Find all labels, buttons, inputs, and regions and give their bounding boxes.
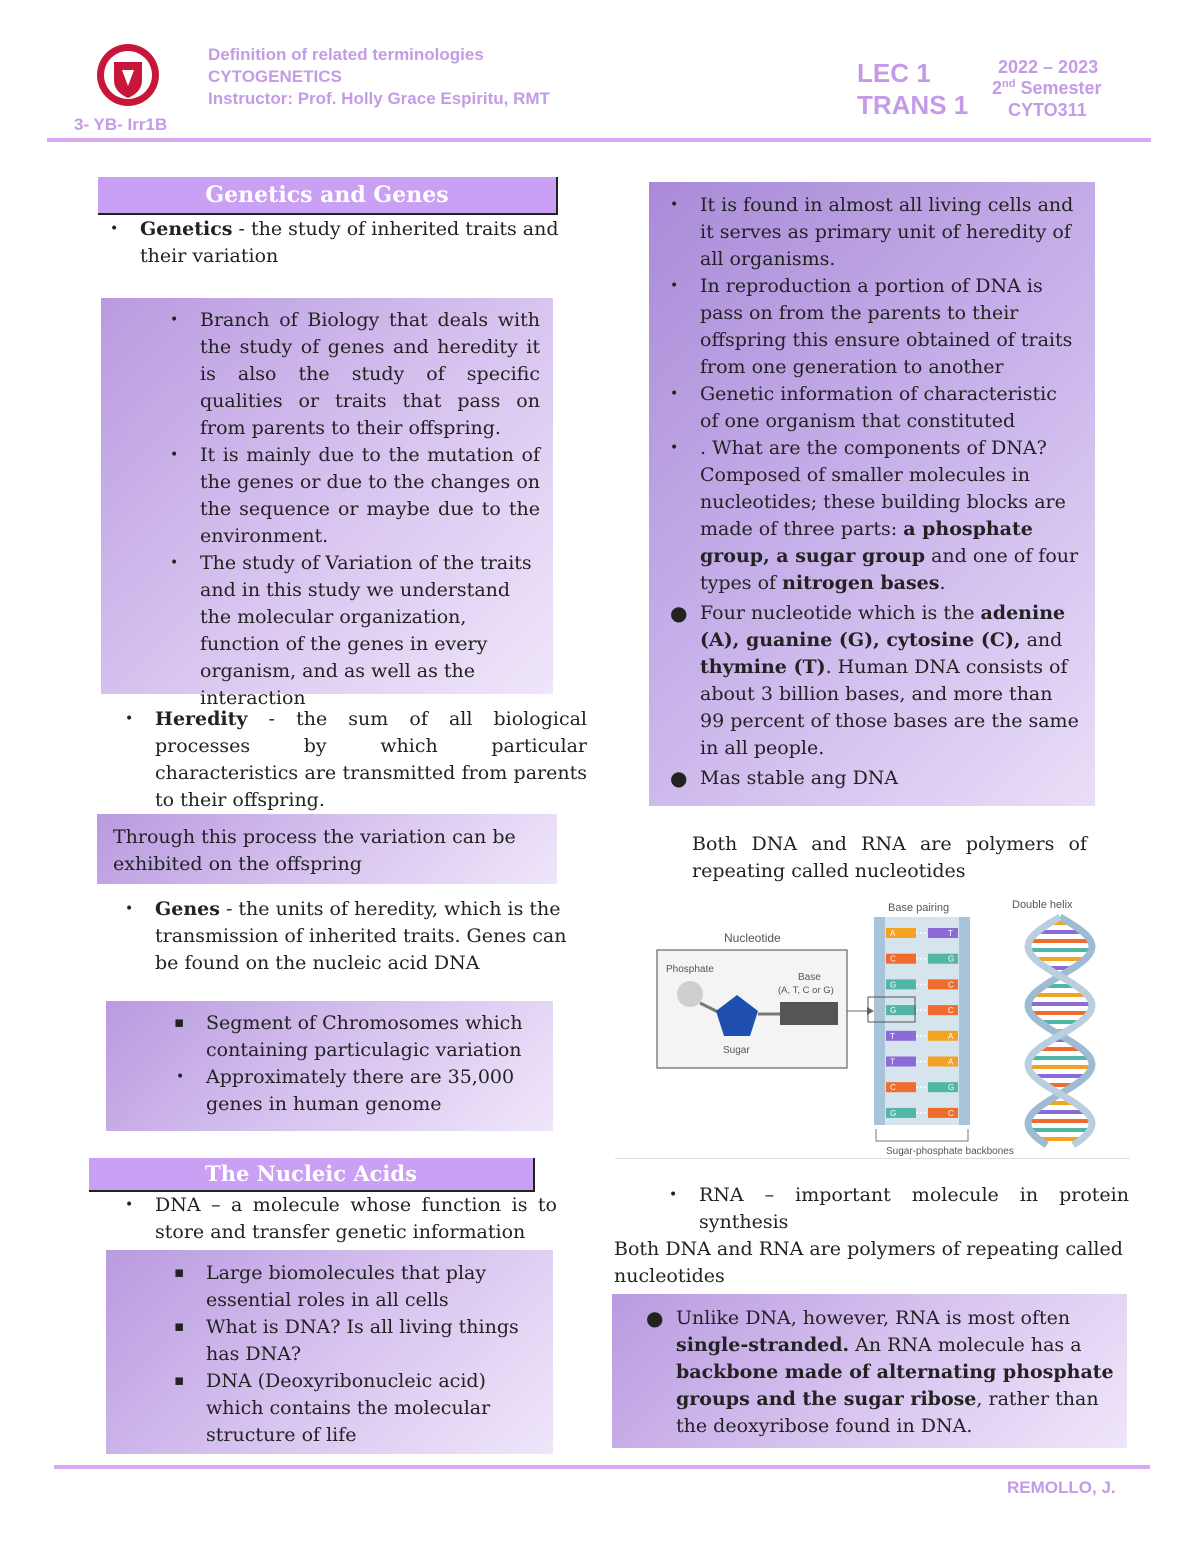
heredity-list — [125, 706, 587, 814]
base-letter: T — [890, 1057, 895, 1067]
base-letter: A — [948, 1057, 954, 1067]
instructor: Instructor: Prof. Holly Grace Espiritu, RMT — [208, 89, 550, 108]
backbone-label: Sugar-phosphate backbones — [886, 1146, 1014, 1157]
dna-box-list — [174, 1260, 526, 1449]
course-code: CYTO311 — [1008, 100, 1087, 120]
polymers-text-1: Both DNA and RNA are polymers of repeating called nucleotides — [692, 833, 1087, 882]
list-item: • RNA – important molecule in protein synthesis — [669, 1184, 1129, 1233]
base-rect — [780, 1002, 838, 1025]
section-title-genetics: Genetics and Genes — [98, 177, 558, 215]
diagram-divider — [615, 1158, 1130, 1159]
nucleotide-label: Nucleotide — [724, 931, 781, 945]
base-letter: C — [948, 1108, 954, 1118]
heredity-box-text: Through this process the variation can be exhibited on the offspring — [113, 826, 516, 875]
list-item: • It is mainly due to the mutation of the genes or due to the changes on the sequence or maybe due to the environment. — [170, 444, 540, 547]
list-item: • In reproduction a portion of DNA is pass on from the parents to their offspring this ensure obtained of traits from one generation to another — [670, 275, 1073, 378]
list-item: ▪ Segment of Chromosomes which containing particulagic variation — [174, 1012, 523, 1061]
polymers-text-2: Both DNA and RNA are polymers of repeating called nucleotides — [614, 1238, 1123, 1287]
list-item: ● Four nucleotide which is the adenine (A), guanine (G), cytosine (C), and thymine (T). Human DNA consists of about 3 billion bases, and more than 99 percent of those bases are the same in all people. — [670, 601, 1079, 759]
list-item: • . What are the components of DNA? Composed of smaller molecules in nucleotides; these building blocks are made of three parts: a phosphate group, a sugar group and one of four types of nitrogen bases. — [670, 437, 1079, 594]
base-letter: G — [948, 1083, 955, 1093]
base-letter: G — [890, 1108, 897, 1118]
rna-list — [669, 1182, 1129, 1236]
school-logo — [96, 42, 160, 110]
dna-info-list — [670, 192, 1080, 792]
base-letter: C — [948, 1006, 954, 1016]
base-letter: T — [890, 1031, 895, 1041]
footer-rule — [54, 1465, 1150, 1469]
dna-diagram — [650, 895, 1130, 1160]
base-letter: C — [890, 954, 896, 964]
list-item: • Genetics - the study of inherited traits and their variation — [110, 218, 559, 267]
base-letter: C — [890, 1083, 896, 1093]
base-right — [928, 1031, 958, 1041]
semester-label: 2nd Semester — [992, 78, 1102, 98]
dna-list — [125, 1192, 557, 1246]
base-sub-label: (A, T, C or G) — [778, 985, 834, 996]
base-right — [928, 928, 958, 938]
list-item: • Heredity - the sum of all biological processes by which particular characteristics are transmitted from parents to their offspring. — [125, 708, 587, 811]
base-letter: G — [890, 1006, 897, 1016]
rna-box-list — [646, 1305, 1116, 1440]
list-item: • Genetic information of characteristic of one organism that constituted — [670, 383, 1057, 432]
base-letter: G — [948, 954, 955, 964]
sugar-label: Sugar — [723, 1045, 750, 1056]
list-item: ▪ What is DNA? Is all living things has DNA? — [174, 1316, 519, 1365]
doc-title: Definition of related terminologies — [208, 45, 484, 64]
phosphate-circle — [677, 981, 703, 1007]
genetics-box-list — [170, 307, 540, 712]
phosphate-label: Phosphate — [666, 964, 714, 975]
list-item: ▪ DNA (Deoxyribonucleic acid) which contains the molecular structure of life — [174, 1370, 491, 1446]
base-letter: C — [948, 980, 954, 990]
base-letter: G — [890, 980, 897, 990]
list-item: • It is found in almost all living cells and it serves as primary unit of heredity of all organisms. — [670, 194, 1074, 270]
list-item: ▪ Large biomolecules that play essential roles in all cells — [174, 1262, 487, 1311]
list-item: ● Unlike DNA, however, RNA is most often single-stranded. An RNA molecule has a backbone made of alternating phosphate groups and the sugar ribose, rather than the deoxyribose found in DNA. — [646, 1306, 1114, 1437]
base-letter: A — [948, 1031, 954, 1041]
list-item: • The study of Variation of the traits and in this study we understand the molecular organization, function of the genes in every organism, and as well as the interaction — [170, 552, 532, 709]
list-item: ● Mas stable ang DNA — [670, 766, 899, 790]
list-item: • Branch of Biology that deals with the study of genes and heredity it is also the study of specific qualities or traits that pass on from parents to their offspring. — [170, 309, 540, 439]
double-helix-label: Double helix — [1012, 899, 1073, 911]
base-right — [928, 1057, 958, 1067]
base-label: Base — [798, 972, 821, 983]
author-label: REMOLLO, J. — [1007, 1478, 1116, 1497]
section-label: 3- YB- Irr1B — [74, 115, 168, 134]
subject: CYTOGENETICS — [208, 67, 342, 86]
lec-label: LEC 1 — [857, 58, 931, 88]
header-rule — [47, 138, 1151, 142]
trans-label: TRANS 1 — [857, 90, 969, 120]
genetics-list — [110, 216, 560, 270]
section-title-nucleic: The Nucleic Acids — [89, 1158, 535, 1192]
list-item: • Approximately there are 35,000 genes in human genome — [176, 1066, 515, 1115]
double-helix — [1028, 917, 1092, 1145]
year-label: 2022 – 2023 — [998, 57, 1099, 77]
list-item: • DNA – a molecule whose function is to store and transfer genetic information — [125, 1194, 557, 1243]
list-item: • Genes - the units of heredity, which is the transmission of inherited traits. Genes can be found on the nucleic acid DNA — [125, 898, 567, 974]
genes-box-list — [174, 1010, 536, 1118]
base-letter: A — [890, 929, 896, 938]
genes-list — [125, 896, 575, 977]
base-letter: T — [948, 929, 953, 938]
base-pairing-label: Base pairing — [888, 902, 950, 914]
